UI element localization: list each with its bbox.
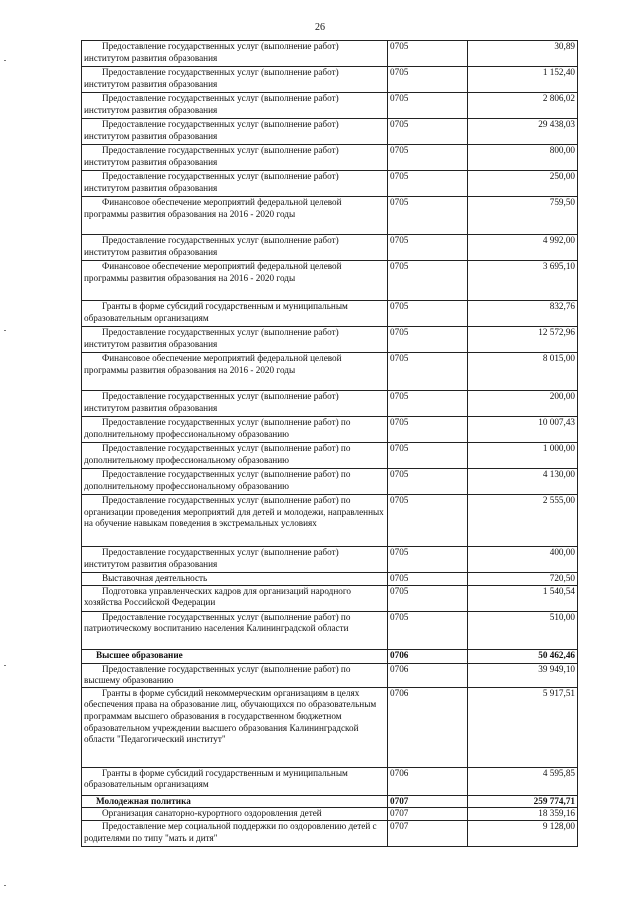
row-amount-cell: 9 128,00 — [468, 820, 578, 846]
row-name-cell: Подготовка управленческих кадров для организаций народного хозяйства Российской Федерации — [82, 585, 388, 611]
row-amount-cell: 800,00 — [468, 145, 578, 171]
table-row — [82, 443, 578, 469]
row-name-cell: Предоставление государственных услуг (выполнение работ) институтом развития образования — [82, 171, 388, 197]
section-row — [82, 795, 578, 808]
row-amount-cell: 8 015,00 — [468, 353, 578, 391]
row-amount-cell: 50 462,46 — [468, 649, 578, 663]
row-code-cell: 0705 — [388, 261, 468, 301]
row-amount-cell: 720,50 — [468, 573, 578, 586]
row-amount-cell: 5 917,51 — [468, 687, 578, 767]
row-name-cell: Высшее образование — [82, 649, 388, 663]
row-name-cell: Предоставление государственных услуг (выполнение работ) по дополнительному профессиональному образованию — [82, 443, 388, 469]
row-name-cell: Предоставление государственных услуг (выполнение работ) институтом развития образования — [82, 391, 388, 417]
table-row — [82, 469, 578, 495]
row-code-cell: 0705 — [388, 547, 468, 573]
row-code-cell: 0705 — [388, 93, 468, 119]
table-row — [82, 417, 578, 443]
row-code-cell: 0705 — [388, 67, 468, 93]
row-code-cell: 0705 — [388, 235, 468, 261]
row-amount-cell: 759,50 — [468, 197, 578, 235]
table-row — [82, 171, 578, 197]
row-name-cell: Предоставление государственных услуг (выполнение работ) по организации проведения мероприятий для детей и молодежи, направленных на обучение навыкам поведения в экстремальных условиях — [82, 495, 388, 547]
row-code-cell: 0705 — [388, 391, 468, 417]
row-code-cell: 0705 — [388, 611, 468, 649]
row-code-cell: 0707 — [388, 820, 468, 846]
row-code-cell: 0705 — [388, 585, 468, 611]
row-amount-cell: 4 992,00 — [468, 235, 578, 261]
table-row — [82, 145, 578, 171]
row-code-cell: 0706 — [388, 649, 468, 663]
margin-mark — [4, 665, 6, 666]
row-amount-cell: 259 774,71 — [468, 795, 578, 808]
table-row — [82, 611, 578, 649]
row-name-cell: Предоставление государственных услуг (выполнение работ) по дополнительному профессиональному образованию — [82, 417, 388, 443]
row-amount-cell: 400,00 — [468, 547, 578, 573]
row-name-cell: Финансовое обеспечение мероприятий федеральной целевой программы развития образования на 2016 - 2020 годы — [82, 353, 388, 391]
row-name-cell: Финансовое обеспечение мероприятий федеральной целевой программы развития образования на 2016 - 2020 годы — [82, 197, 388, 235]
row-code-cell: 0705 — [388, 171, 468, 197]
margin-mark — [4, 60, 6, 61]
row-code-cell: 0707 — [388, 808, 468, 821]
section-row — [82, 649, 578, 663]
table-row — [82, 495, 578, 547]
table-row — [82, 820, 578, 846]
table-row — [82, 41, 578, 67]
row-name-cell: Гранты в форме субсидий государственным и муниципальным образовательным организациям — [82, 767, 388, 795]
row-name-cell: Предоставление мер социальной поддержки по оздоровлению детей с родителями по типу "мать и дитя" — [82, 820, 388, 846]
row-name-cell: Выставочная деятельность — [82, 573, 388, 586]
row-amount-cell: 2 555,00 — [468, 495, 578, 547]
row-amount-cell: 30,89 — [468, 41, 578, 67]
table-row — [82, 391, 578, 417]
row-amount-cell: 832,76 — [468, 301, 578, 327]
row-name-cell: Предоставление государственных услуг (выполнение работ) институтом развития образования — [82, 119, 388, 145]
row-amount-cell: 1 540,54 — [468, 585, 578, 611]
row-code-cell: 0707 — [388, 795, 468, 808]
margin-mark — [4, 330, 6, 331]
row-name-cell: Предоставление государственных услуг (выполнение работ) институтом развития образования — [82, 145, 388, 171]
row-code-cell: 0705 — [388, 197, 468, 235]
table-row — [82, 663, 578, 687]
row-name-cell: Предоставление государственных услуг (выполнение работ) институтом развития образования — [82, 327, 388, 353]
margin-mark — [4, 885, 6, 886]
row-name-cell: Предоставление государственных услуг (выполнение работ) институтом развития образования — [82, 235, 388, 261]
table-row — [82, 808, 578, 821]
row-amount-cell: 510,00 — [468, 611, 578, 649]
budget-table-body — [82, 41, 578, 847]
row-name-cell: Предоставление государственных услуг (выполнение работ) институтом развития образования — [82, 67, 388, 93]
row-code-cell: 0706 — [388, 687, 468, 767]
row-name-cell: Организация санаторно-курортного оздоровления детей — [82, 808, 388, 821]
row-code-cell: 0706 — [388, 663, 468, 687]
row-code-cell: 0705 — [388, 301, 468, 327]
table-row — [82, 547, 578, 573]
row-amount-cell: 4 130,00 — [468, 469, 578, 495]
table-row — [82, 261, 578, 301]
row-code-cell: 0705 — [388, 469, 468, 495]
row-code-cell: 0705 — [388, 417, 468, 443]
row-amount-cell: 250,00 — [468, 171, 578, 197]
table-row — [82, 119, 578, 145]
row-code-cell: 0706 — [388, 767, 468, 795]
table-row — [82, 687, 578, 767]
row-amount-cell: 39 949,10 — [468, 663, 578, 687]
page-number: 26 — [315, 22, 325, 33]
table-row — [82, 93, 578, 119]
row-name-cell: Предоставление государственных услуг (выполнение работ) институтом развития образования — [82, 41, 388, 67]
row-name-cell: Гранты в форме субсидий некоммерческим организациям в целях обеспечения права на образование лиц, обучающихся по образовательным программам высшего образования в государственном бюджетном образовательном учреждении высшего образования Калининградской области "Педагогический институт" — [82, 687, 388, 767]
row-amount-cell: 4 595,85 — [468, 767, 578, 795]
table-row — [82, 327, 578, 353]
row-name-cell: Предоставление государственных услуг (выполнение работ) институтом развития образования — [82, 547, 388, 573]
row-code-cell: 0705 — [388, 353, 468, 391]
table-row — [82, 301, 578, 327]
row-code-cell: 0705 — [388, 119, 468, 145]
row-name-cell: Молодежная политика — [82, 795, 388, 808]
row-code-cell: 0705 — [388, 41, 468, 67]
table-row — [82, 67, 578, 93]
table-row — [82, 353, 578, 391]
row-amount-cell: 29 438,03 — [468, 119, 578, 145]
row-amount-cell: 2 806,02 — [468, 93, 578, 119]
row-amount-cell: 12 572,96 — [468, 327, 578, 353]
table-row — [82, 573, 578, 586]
row-code-cell: 0705 — [388, 145, 468, 171]
table-row — [82, 585, 578, 611]
row-code-cell: 0705 — [388, 495, 468, 547]
row-name-cell: Предоставление государственных услуг (выполнение работ) институтом развития образования — [82, 93, 388, 119]
row-name-cell: Предоставление государственных услуг (выполнение работ) по патриотическому воспитанию населения Калининградской области — [82, 611, 388, 649]
row-amount-cell: 1 152,40 — [468, 67, 578, 93]
row-name-cell: Предоставление государственных услуг (выполнение работ) по дополнительному профессиональному образованию — [82, 469, 388, 495]
row-code-cell: 0705 — [388, 573, 468, 586]
budget-table — [81, 40, 578, 847]
table-row — [82, 197, 578, 235]
row-name-cell: Предоставление государственных услуг (выполнение работ) по высшему образованию — [82, 663, 388, 687]
row-amount-cell: 10 007,43 — [468, 417, 578, 443]
row-name-cell: Финансовое обеспечение мероприятий федеральной целевой программы развития образования на 2016 - 2020 годы — [82, 261, 388, 301]
row-name-cell: Гранты в форме субсидий государственным и муниципальным образовательным организациям — [82, 301, 388, 327]
row-amount-cell: 200,00 — [468, 391, 578, 417]
row-amount-cell: 3 695,10 — [468, 261, 578, 301]
table-row — [82, 767, 578, 795]
row-amount-cell: 18 359,16 — [468, 808, 578, 821]
row-code-cell: 0705 — [388, 443, 468, 469]
row-amount-cell: 1 000,00 — [468, 443, 578, 469]
row-code-cell: 0705 — [388, 327, 468, 353]
table-row — [82, 235, 578, 261]
